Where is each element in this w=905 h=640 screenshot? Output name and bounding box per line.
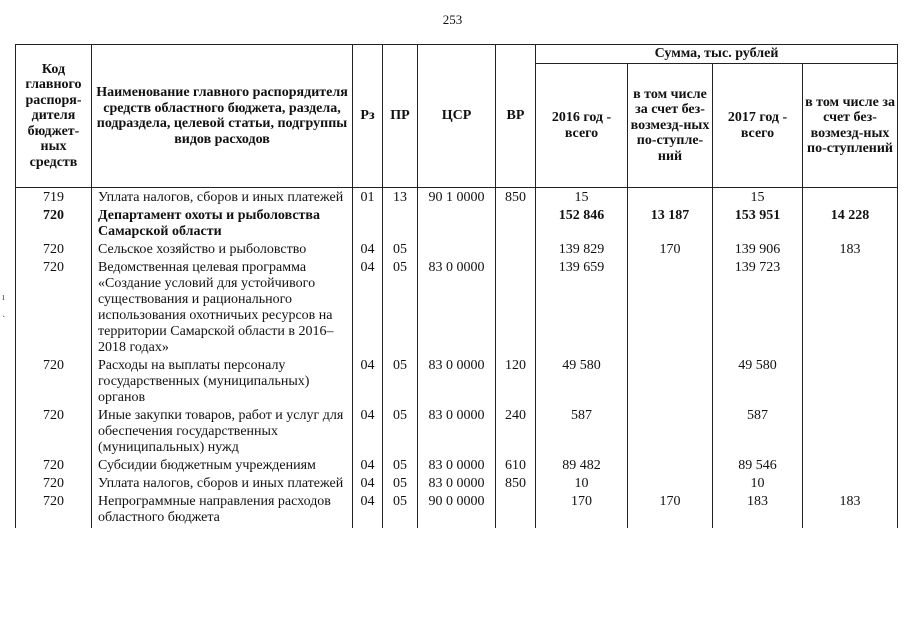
cell-2016-gratuitous xyxy=(628,260,713,358)
table-header xyxy=(16,45,898,188)
cell-2016-total: 15 xyxy=(536,188,628,209)
cell-2017-gratuitous xyxy=(803,408,898,458)
cell-rz: 04 xyxy=(353,458,383,476)
cell-2016-gratuitous xyxy=(628,408,713,458)
cell-2017-gratuitous xyxy=(803,476,898,494)
cell-name: Уплата налогов, сборов и иных платежей xyxy=(92,188,353,209)
scan-mark: · xyxy=(2,312,6,323)
cell-name: Ведомственная целевая программа «Создание условий для устойчивого существования и рационального использования охотничьих ресурсов на территории Самарской области в 2016–2018 годах» xyxy=(92,260,353,358)
cell-rz: 04 xyxy=(353,408,383,458)
cell-csr: 83 0 0000 xyxy=(418,476,496,494)
cell-2017-total: 139 723 xyxy=(713,260,803,358)
cell-pr: 05 xyxy=(383,476,418,494)
page-number: 253 xyxy=(442,12,463,27)
cell-2017-gratuitous: 14 228 xyxy=(803,208,898,242)
header-csr: ЦСР xyxy=(418,45,496,188)
cell-2017-gratuitous xyxy=(803,188,898,209)
table-row xyxy=(16,188,898,209)
header-name: Наименование главного распорядителя средств областного бюджета, раздела, подраздела, целевой статьи, подгруппы видов расходов xyxy=(92,45,353,188)
cell-2016-total: 152 846 xyxy=(536,208,628,242)
cell-2017-gratuitous xyxy=(803,260,898,358)
cell-pr: 05 xyxy=(383,408,418,458)
cell-vr: 850 xyxy=(496,476,536,494)
cell-csr xyxy=(418,208,496,242)
cell-csr: 83 0 0000 xyxy=(418,408,496,458)
cell-2016-gratuitous: 13 187 xyxy=(628,208,713,242)
cell-csr: 83 0 0000 xyxy=(418,458,496,476)
cell-2016-gratuitous: 170 xyxy=(628,242,713,260)
header-rz: Рз xyxy=(353,45,383,188)
cell-csr: 83 0 0000 xyxy=(418,358,496,408)
cell-2017-total: 183 xyxy=(713,494,803,528)
cell-vr xyxy=(496,494,536,528)
cell-2017-total: 153 951 xyxy=(713,208,803,242)
cell-code: 720 xyxy=(16,208,92,242)
header-2017-total: 2017 год - всего xyxy=(713,64,803,188)
cell-2016-gratuitous: 170 xyxy=(628,494,713,528)
cell-rz: 04 xyxy=(353,476,383,494)
cell-vr xyxy=(496,208,536,242)
cell-vr: 850 xyxy=(496,188,536,209)
cell-2016-total: 139 829 xyxy=(536,242,628,260)
cell-2017-gratuitous xyxy=(803,358,898,408)
cell-2016-total: 49 580 xyxy=(536,358,628,408)
cell-rz xyxy=(353,208,383,242)
cell-vr: 120 xyxy=(496,358,536,408)
cell-pr: 13 xyxy=(383,188,418,209)
cell-vr xyxy=(496,260,536,358)
table-row xyxy=(16,208,898,242)
cell-2017-total: 89 546 xyxy=(713,458,803,476)
cell-csr: 90 1 0000 xyxy=(418,188,496,209)
cell-csr xyxy=(418,242,496,260)
cell-vr: 240 xyxy=(496,408,536,458)
cell-rz: 01 xyxy=(353,188,383,209)
cell-2017-total: 139 906 xyxy=(713,242,803,260)
cell-pr: 05 xyxy=(383,260,418,358)
cell-2017-total: 49 580 xyxy=(713,358,803,408)
cell-rz: 04 xyxy=(353,242,383,260)
cell-code: 720 xyxy=(16,358,92,408)
cell-name: Иные закупки товаров, работ и услуг для обеспечения государственных (муниципальных) нужд xyxy=(92,408,353,458)
cell-code: 720 xyxy=(16,494,92,528)
cell-code: 720 xyxy=(16,476,92,494)
cell-2017-gratuitous: 183 xyxy=(803,242,898,260)
header-vr: ВР xyxy=(496,45,536,188)
cell-pr: 05 xyxy=(383,242,418,260)
cell-name: Субсидии бюджетным учреждениям xyxy=(92,458,353,476)
cell-name: Сельское хозяйство и рыболовство xyxy=(92,242,353,260)
cell-csr: 90 0 0000 xyxy=(418,494,496,528)
cell-code: 720 xyxy=(16,260,92,358)
cell-2016-total: 89 482 xyxy=(536,458,628,476)
cell-name: Уплата налогов, сборов и иных платежей xyxy=(92,476,353,494)
header-code: Код главного распоря-дителя бюджет-ных средств xyxy=(16,45,92,188)
table-row xyxy=(16,242,898,260)
cell-vr: 610 xyxy=(496,458,536,476)
table-row xyxy=(16,458,898,476)
cell-pr xyxy=(383,208,418,242)
table-body xyxy=(16,188,898,529)
cell-2016-total: 139 659 xyxy=(536,260,628,358)
cell-2016-gratuitous xyxy=(628,188,713,209)
cell-2016-total: 170 xyxy=(536,494,628,528)
cell-2017-total: 10 xyxy=(713,476,803,494)
cell-2016-gratuitous xyxy=(628,476,713,494)
cell-code: 719 xyxy=(16,188,92,209)
cell-2017-gratuitous xyxy=(803,458,898,476)
cell-rz: 04 xyxy=(353,358,383,408)
cell-name: Расходы на выплаты персоналу государственных (муниципальных) органов xyxy=(92,358,353,408)
cell-code: 720 xyxy=(16,408,92,458)
cell-pr: 05 xyxy=(383,494,418,528)
table-row xyxy=(16,358,898,408)
cell-2016-total: 587 xyxy=(536,408,628,458)
table-row xyxy=(16,494,898,528)
budget-table xyxy=(15,44,898,528)
header-2016-gratuitous: в том числе за счет без-возмезд-ных по-ступле-ний xyxy=(628,64,713,188)
cell-pr: 05 xyxy=(383,358,418,408)
cell-2017-total: 15 xyxy=(713,188,803,209)
cell-rz: 04 xyxy=(353,494,383,528)
cell-2017-gratuitous: 183 xyxy=(803,494,898,528)
header-sum-group: Сумма, тыс. рублей xyxy=(536,45,898,64)
cell-code: 720 xyxy=(16,458,92,476)
cell-name: Департамент охоты и рыболовства Самарской области xyxy=(92,208,353,242)
cell-pr: 05 xyxy=(383,458,418,476)
table-row xyxy=(16,408,898,458)
cell-name: Непрограммные направления расходов областного бюджета xyxy=(92,494,353,528)
cell-2016-gratuitous xyxy=(628,358,713,408)
scan-mark: ı xyxy=(2,292,5,303)
cell-rz: 04 xyxy=(353,260,383,358)
header-2016-total: 2016 год - всего xyxy=(536,64,628,188)
cell-2016-total: 10 xyxy=(536,476,628,494)
cell-2016-gratuitous xyxy=(628,458,713,476)
cell-csr: 83 0 0000 xyxy=(418,260,496,358)
cell-vr xyxy=(496,242,536,260)
cell-code: 720 xyxy=(16,242,92,260)
header-pr: ПР xyxy=(383,45,418,188)
table-row xyxy=(16,260,898,358)
cell-2017-total: 587 xyxy=(713,408,803,458)
table-row xyxy=(16,476,898,494)
header-2017-gratuitous: в том числе за счет без-возмезд-ных по-ступлений xyxy=(803,64,898,188)
